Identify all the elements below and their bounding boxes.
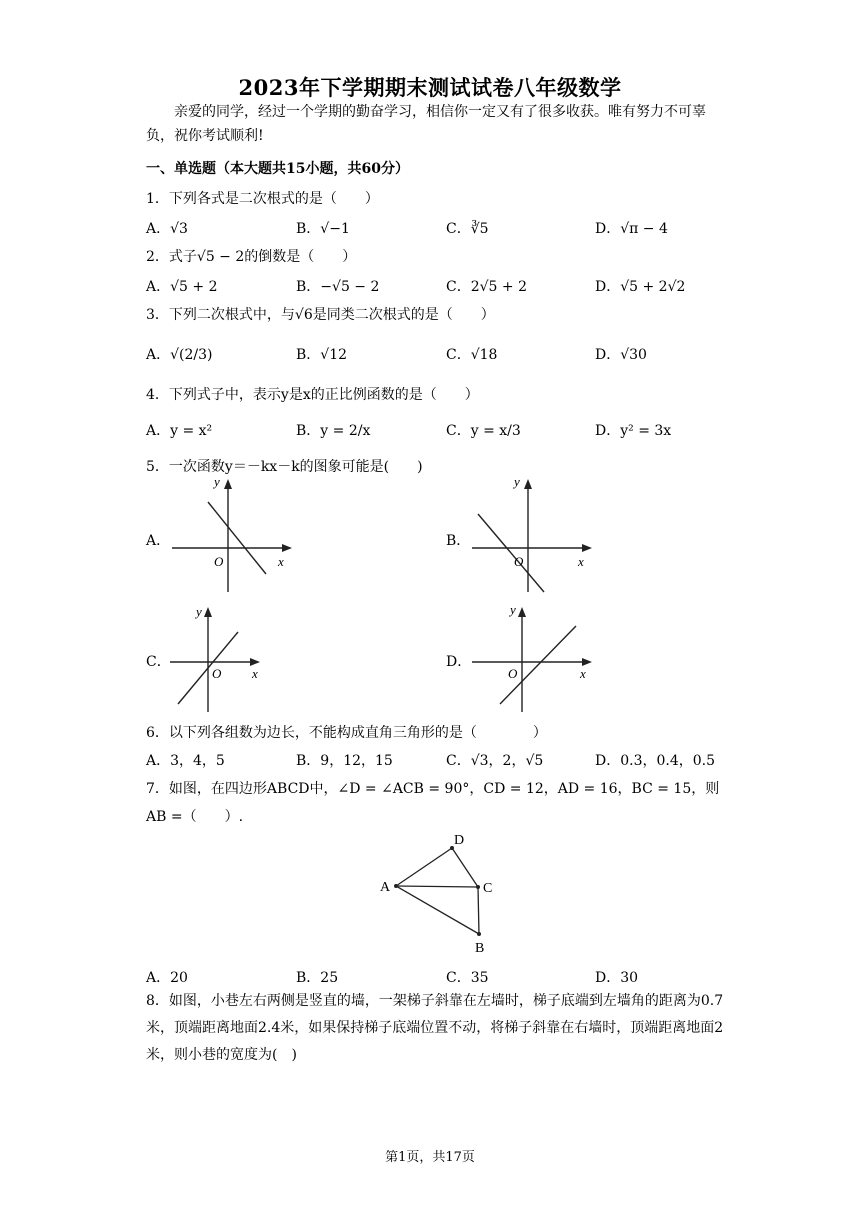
question-6-option-a: A．3，4，5 (146, 753, 225, 769)
question-3-option-d: D．√30 (595, 347, 647, 363)
question-2-stem: 2．式子√5 − 2的倒数是（ ） (146, 249, 357, 265)
question-3-stem: 3．下列二次根式中，与√6是同类二次根式的是（ ） (146, 307, 495, 323)
question-6-stem: 6．以下列各组数为边长，不能构成直角三角形的是（ ） (146, 725, 547, 741)
y-axis-label: y (196, 604, 202, 619)
intro-text: 亲爱的同学，经过一个学期的勤奋学习，相信你一定又有了很多收获。唯有努力不可辜负，祝你考试顺利! (146, 104, 706, 144)
question-7-stem-line1: 7．如图，在四边形ABCD中，∠D = ∠ACB = 90°，CD = 12，AD = 16，BC = 15，则 (146, 781, 720, 797)
origin-label: O (212, 666, 222, 681)
question-1-option-c: C．∛5 (446, 221, 489, 237)
question-7-option-a: A．20 (146, 970, 188, 986)
question-2-option-d: D．√5 + 2√2 (595, 279, 686, 295)
origin-label: O (214, 554, 224, 569)
question-6-option-d: D．0.3，0.4，0.5 (595, 753, 716, 769)
question-2-option-b: B．−√5 − 2 (296, 279, 380, 295)
vertex-c-label: C (483, 881, 493, 896)
page-title: 2023年下学期期末测试试卷八年级数学 (238, 75, 622, 100)
question-8-stem: 8．如图，小巷左右两侧是竖直的墙，一架梯子斜靠在左墙时，梯子底端到左墙角的距离为0.7米，顶端距离地面2.4米，如果保持梯子底端位置不动，将梯子斜靠在右墙时，顶端距离地面2米，则小巷的宽度为( ) (146, 993, 724, 1063)
x-axis-label: x (578, 554, 584, 569)
x-axis-label: x (278, 554, 284, 569)
y-axis-label: y (514, 474, 520, 489)
graph-option-a (168, 474, 298, 596)
question-1-stem: 1．下列各式是二次根式的是（ ） (146, 191, 379, 207)
section-heading: 一、单选题（本大题共15小题，共60分） (146, 161, 409, 177)
origin-label: O (514, 554, 524, 569)
vertex-b-label: B (475, 941, 485, 956)
question-2-option-a: A．√5 + 2 (146, 279, 218, 295)
question-4-option-c: C．y = x/3 (446, 423, 521, 439)
question-1-option-a: A．√3 (146, 221, 188, 237)
question-3-option-a: A．√(2/3) (146, 347, 213, 363)
vertex-a-label: A (380, 880, 391, 895)
x-axis-label: x (580, 666, 586, 681)
graph-option-b (468, 474, 598, 596)
question-4-option-a: A．y = x² (146, 423, 213, 439)
graph-option-d (468, 600, 598, 715)
question-6-option-b: B．9，12，15 (296, 753, 393, 769)
y-axis-label: y (214, 474, 220, 489)
question-4-stem: 4．下列式子中，表示y是x的正比例函数的是（ ） (146, 387, 479, 403)
question-5-stem: 5．一次函数y＝－kx－k的图象可能是( ) (146, 459, 423, 475)
question-3-option-b: B．√12 (296, 347, 348, 363)
question-7-option-d: D．30 (595, 970, 639, 986)
question-5-option-b: B． (446, 533, 471, 549)
question-5-option-c: C． (146, 654, 171, 670)
question-5-option-a: A． (146, 533, 171, 549)
question-2-option-c: C．2√5 + 2 (446, 279, 527, 295)
question-7-option-c: C．35 (446, 970, 489, 986)
graph-option-c (168, 600, 268, 715)
y-axis-label: y (510, 602, 516, 617)
question-4-option-b: B．y = 2/x (296, 423, 371, 439)
vertex-d-label: D (454, 833, 465, 848)
question-5-option-d: D． (446, 654, 472, 670)
page-footer: 第1页，共17页 (385, 1150, 475, 1165)
origin-label: O (508, 666, 518, 681)
question-1-option-b: B．√−1 (296, 221, 350, 237)
x-axis-label: x (252, 666, 258, 681)
question-1-option-d: D．√π − 4 (595, 221, 668, 237)
question-7-stem-line2: AB =（ ）. (146, 809, 244, 825)
quadrilateral-figure (370, 826, 500, 956)
question-3-option-c: C．√18 (446, 347, 498, 363)
question-6-option-c: C．√3，2，√5 (446, 753, 544, 769)
question-7-option-b: B．25 (296, 970, 339, 986)
question-4-option-d: D．y² = 3x (595, 423, 672, 439)
